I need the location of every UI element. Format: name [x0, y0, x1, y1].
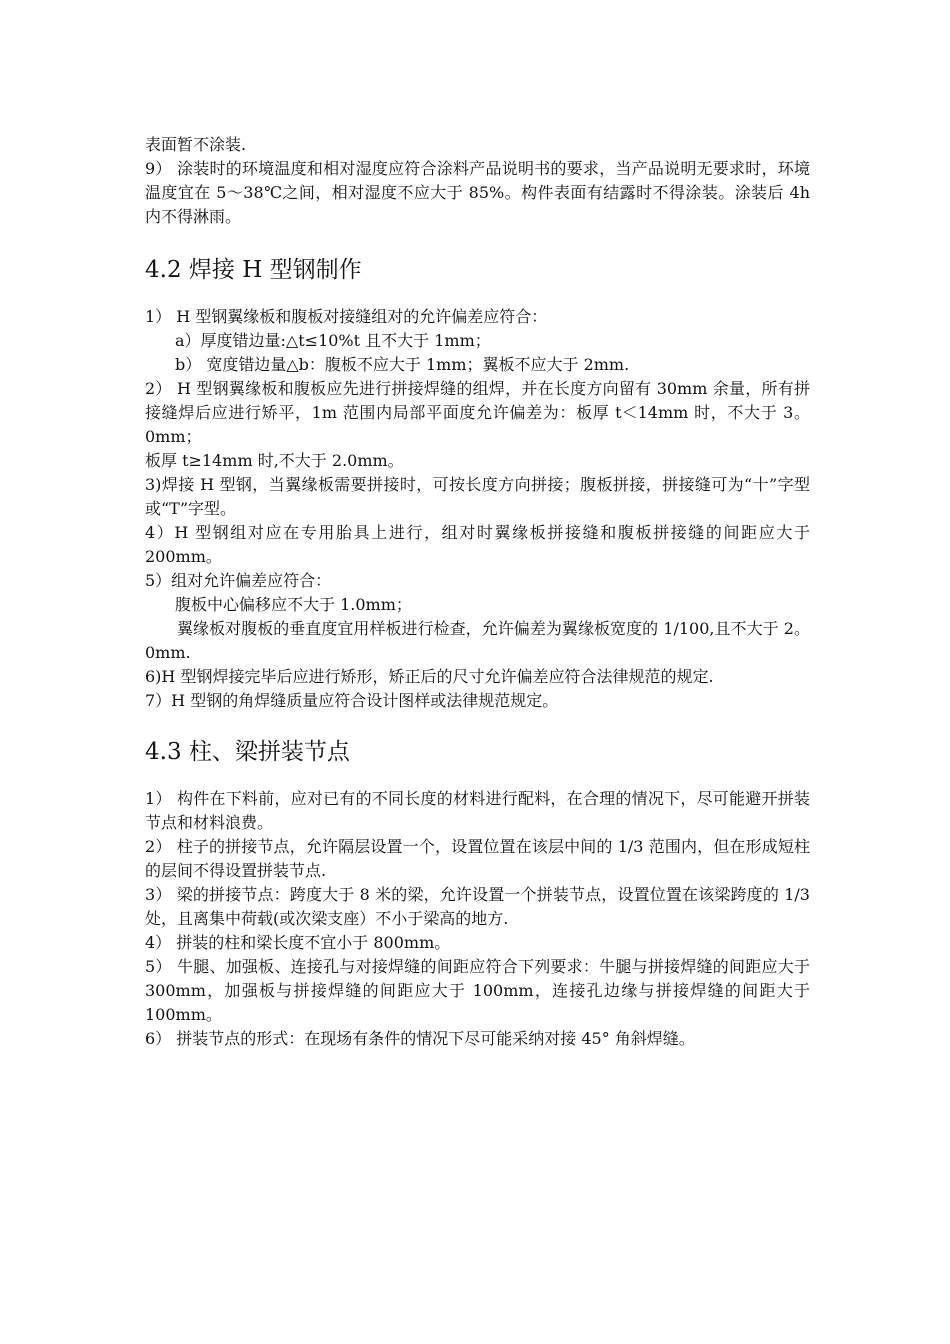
- list-item: 1） 构件在下料前，应对已有的不同长度的材料进行配料，在合理的情况下，尽可能避开拼装节点和材料浪费。: [145, 789, 810, 832]
- list-subitem: a）厚度错边量:△t≤10%t 且不大于 1mm；: [175, 331, 491, 350]
- list-item: 7）H 型钢的角焊缝质量应符合设计图样或法律规范规定。: [145, 691, 559, 710]
- paragraph: 表面暂不涂装.: [145, 135, 247, 154]
- paragraph: 板厚 t≥14mm 时,不大于 2.0mm。: [145, 451, 404, 470]
- list-subitem: 腹板中心偏移应不大于 1.0mm；: [175, 595, 412, 614]
- list-item: 3） 梁的拼接节点：跨度大于 8 米的梁，允许设置一个拼装节点，设置位置在该梁跨度的 1/3 处，且离集中荷载(或次梁支座）不小于梁高的地方.: [145, 885, 810, 928]
- list-item: 6） 拼装节点的形式：在现场有条件的情况下尽可能采纳对接 45° 角斜焊缝。: [145, 1029, 695, 1048]
- section-heading-4-3: 4.3 柱、梁拼装节点: [145, 739, 350, 765]
- list-subitem: b） 宽度错边量△b：腹板不应大于 1mm；翼板不应大于 2mm.: [175, 355, 630, 374]
- document-body: [145, 133, 810, 1051]
- paragraph: 9） 涂装时的环境温度和相对湿度应符合涂料产品说明书的要求，当产品说明无要求时，环境温度宜在 5～38℃之间，相对湿度不应大于 85%。构件表面有结露时不得涂装。涂装后 4h 内不得淋雨。: [145, 159, 810, 226]
- list-item: 4）H 型钢组对应在专用胎具上进行，组对时翼缘板拼接缝和腹板拼接缝的间距应大于 200mm。: [145, 523, 810, 566]
- section-heading-4-2: 4.2 焊接 H 型钢制作: [145, 257, 362, 283]
- list-item: 4） 拼装的柱和梁长度不宜小于 800mm。: [145, 933, 451, 952]
- list-item: 5）组对允许偏差应符合：: [145, 571, 332, 590]
- list-item: 3)焊接 H 型钢，当翼缘板需要拼接时，可按长度方向拼接；腹板拼接，拼接缝可为“十”字型或“T”字型。: [145, 475, 810, 518]
- list-item: 5） 牛腿、加强板、连接孔与对接焊缝的间距应符合下列要求：牛腿与拼接焊缝的间距应大于 300mm，加强板与拼接焊缝的间距应大于 100mm，连接孔边缘与拼接焊缝的间距大于 100mm。: [145, 957, 810, 1024]
- list-item: 1） H 型钢翼缘板和腹板对接缝组对的允许偏差应符合：: [145, 307, 548, 326]
- list-item: 6)H 型钢焊接完毕后应进行矫形，矫正后的尺寸允许偏差应符合法律规范的规定.: [145, 667, 714, 686]
- list-item: 2） H 型钢翼缘板和腹板应先进行拼接焊缝的组焊，并在长度方向留有 30mm 余量，所有拼接缝焊后应进行矫平，1m 范围内局部平面度允许偏差为：板厚 t＜14mm 时，不大于 3。0mm；: [145, 379, 810, 446]
- list-item: 2） 柱子的拼接节点，允许隔层设置一个，设置位置在该层中间的 1/3 范围内，但在形成短柱的层间不得设置拼装节点.: [145, 837, 810, 880]
- list-subitem: 翼缘板对腹板的垂直度宜用样板进行检查，允许偏差为翼缘板宽度的 1/100,且不大于 2。0mm.: [145, 619, 810, 662]
